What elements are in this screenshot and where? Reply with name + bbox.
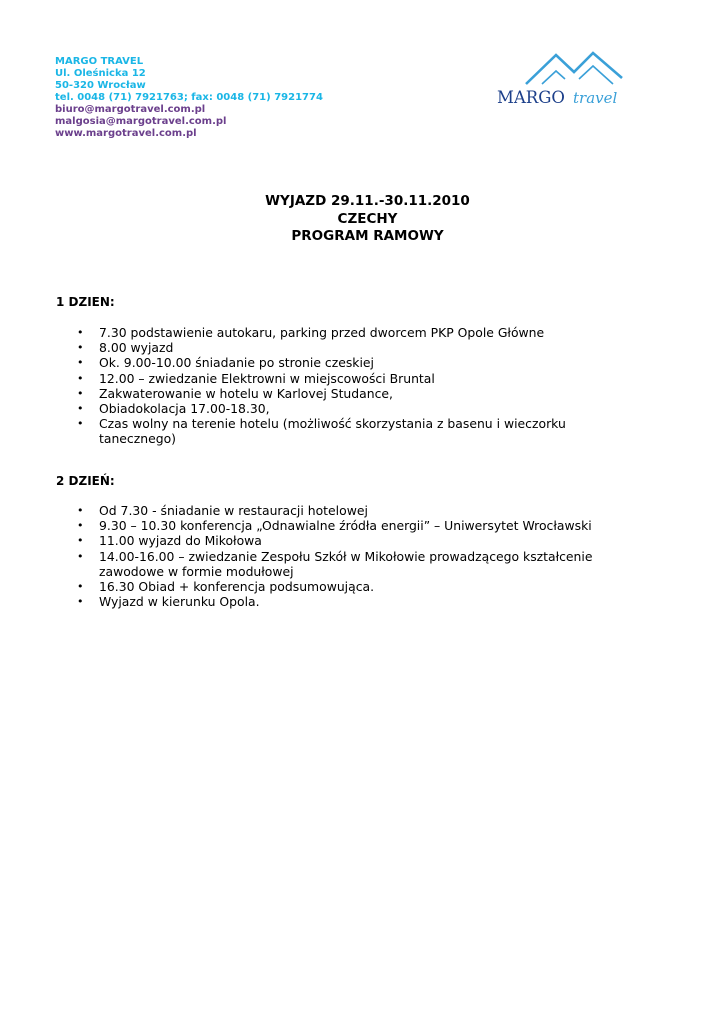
list-item-text: Ok. 9.00-10.00 śniadanie po stronie czeskiej bbox=[99, 355, 374, 371]
agency-city: 50-320 Wrocław bbox=[55, 80, 146, 91]
list-item-text: 7.30 podstawienie autokaru, parking przed dworcem PKP Opole Główne bbox=[99, 325, 545, 340]
list-item bbox=[77, 416, 597, 446]
agency-email-personal: malgosia@margotravel.com.pl bbox=[55, 116, 227, 127]
bullet-icon: • bbox=[77, 356, 84, 370]
bullet-icon: • bbox=[77, 580, 84, 594]
list-item bbox=[77, 401, 597, 416]
day1-heading: 1 DZIEN: bbox=[56, 295, 115, 309]
bullet-icon: • bbox=[77, 519, 84, 533]
list-item-text: 12.00 – zwiedzanie Elektrowni w miejscowości Bruntal bbox=[99, 370, 435, 386]
program-title bbox=[0, 193, 725, 246]
list-item-text: 11.00 wyjazd do Mikołowa bbox=[99, 533, 262, 549]
list-item bbox=[77, 533, 597, 548]
bullet-icon: • bbox=[77, 417, 84, 431]
agency-street: Ul. Oleśnicka 12 bbox=[55, 68, 146, 79]
day2-list bbox=[77, 503, 597, 609]
list-item bbox=[77, 325, 597, 340]
list-item-text: 16.30 Obiad + konferencja podsumowująca. bbox=[99, 579, 375, 595]
list-item bbox=[77, 518, 597, 533]
mountains-icon bbox=[526, 53, 622, 84]
day1-list bbox=[77, 325, 597, 447]
list-item-text: Czas wolny na terenie hotelu (możliwość skorzystania z basenu i wieczorku tanecznego) bbox=[99, 416, 566, 447]
list-item bbox=[77, 579, 597, 594]
day2-heading: 2 DZIEŃ: bbox=[56, 474, 115, 488]
list-item-text: Zakwaterowanie w hotelu w Karlovej Studance, bbox=[99, 385, 393, 401]
list-item-text: Obiadokolacja 17.00-18.30, bbox=[99, 401, 270, 417]
list-item-text: 14.00-16.00 – zwiedzanie Zespołu Szkół w Mikołowie prowadzącego kształcenie zawodowe w formie modułowej bbox=[99, 548, 593, 579]
list-item-text: Wyjazd w kierunku Opola. bbox=[99, 594, 260, 610]
bullet-icon: • bbox=[77, 341, 84, 355]
list-item bbox=[77, 355, 597, 370]
title-program: PROGRAM RAMOWY bbox=[291, 228, 444, 244]
agency-name: MARGO TRAVEL bbox=[55, 56, 144, 67]
list-item-text: Od 7.30 - śniadanie w restauracji hotelowej bbox=[99, 503, 368, 518]
bullet-icon: • bbox=[77, 534, 84, 548]
logo-word-margo: MARGO bbox=[497, 88, 565, 107]
bullet-icon: • bbox=[77, 402, 84, 416]
agency-website: www.margotravel.com.pl bbox=[55, 128, 197, 139]
logo-word-travel: travel bbox=[573, 89, 618, 107]
title-trip-dates: WYJAZD 29.11.-30.11.2010 bbox=[265, 193, 470, 209]
agency-email-office: biuro@margotravel.com.pl bbox=[55, 104, 206, 115]
margo-travel-logo bbox=[496, 50, 661, 110]
title-country: CZECHY bbox=[337, 210, 398, 227]
list-item bbox=[77, 594, 597, 609]
agency-header bbox=[55, 56, 323, 140]
list-item bbox=[77, 340, 597, 355]
list-item bbox=[77, 549, 597, 579]
list-item-text: 9.30 – 10.30 konferencja „Odnawialne źródła energii” – Uniwersytet Wrocławski bbox=[99, 518, 592, 534]
bullet-icon: • bbox=[77, 549, 84, 563]
list-item bbox=[77, 371, 597, 386]
bullet-icon: • bbox=[77, 326, 84, 339]
bullet-icon: • bbox=[77, 371, 84, 385]
list-item-text: 8.00 wyjazd bbox=[99, 340, 174, 356]
list-item bbox=[77, 386, 597, 401]
list-item bbox=[77, 503, 597, 518]
bullet-icon: • bbox=[77, 504, 84, 517]
agency-phone: tel. 0048 (71) 7921763; fax: 0048 (71) 7921774 bbox=[55, 92, 323, 103]
bullet-icon: • bbox=[77, 386, 84, 400]
bullet-icon: • bbox=[77, 595, 84, 609]
